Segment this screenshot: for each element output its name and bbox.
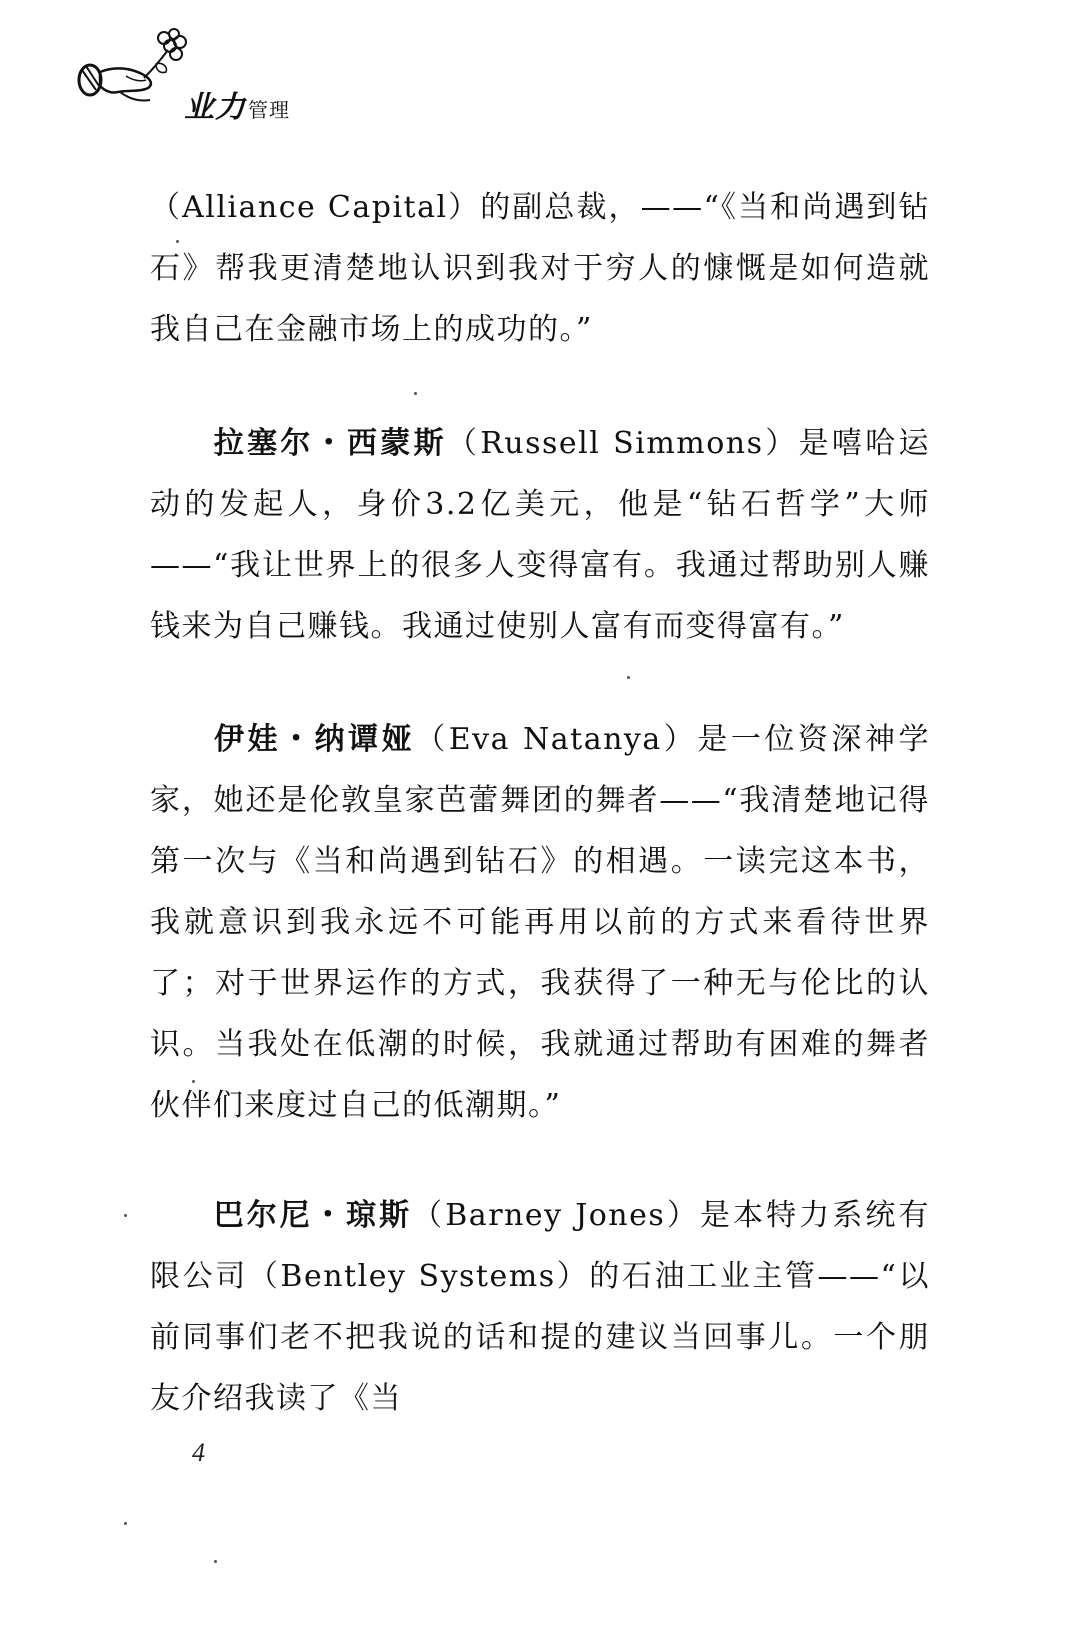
paragraph-text: （Eva Natanya）是一位资深神学家，她还是伦敦皇家芭蕾舞团的舞者——“我清楚地记得第一次与《当和尚遇到钻石》的相遇。一读完这本书，我就意识到我永远不可能再用以前的方式来看待世界了；对于世界运作的方式，我获得了一种无与伦比的认识。当我处在低潮的时候，我就通过帮助有困难的舞者伙伴们来度过自己的低潮期。”: [150, 722, 930, 1123]
paragraph-eva-natanya: [150, 709, 930, 1136]
paragraph-lead-name: 巴尔尼・琼斯: [212, 1198, 413, 1233]
scan-speck: [627, 676, 630, 679]
running-header: [70, 28, 330, 128]
paragraph-text: （Alliance Capital）的副总裁，——“《当和尚遇到钻石》帮我更清楚地认识到我对于穷人的慷慨是如何造就我自己在金融市场上的成功的。”: [150, 190, 930, 347]
header-subtitle-text: 管理: [248, 98, 290, 122]
hand-flower-logo-icon: [70, 28, 190, 123]
paragraph-lead-name: 拉塞尔・西蒙斯: [212, 426, 447, 461]
paragraph-text: （Russell Simmons）是嘻哈运动的发起人，身价3.2亿美元，他是“钻石哲学”大师——“我让世界上的很多人变得富有。我通过帮助别人赚钱来为自己赚钱。我通过使别人富有而变得富有。”: [150, 426, 931, 644]
header-title-text: 业力: [184, 90, 246, 125]
scan-speck: [124, 1214, 127, 1217]
paragraph-alliance-capital: [150, 177, 930, 360]
paragraph-russell-simmons: [150, 413, 930, 657]
page-number: 4: [192, 1438, 205, 1467]
scan-speck: [414, 392, 417, 395]
paragraph-lead-name: 伊娃・纳谭娅: [212, 722, 416, 757]
scan-speck: [214, 1560, 217, 1563]
scan-speck: [176, 240, 179, 243]
running-header-title: [184, 82, 290, 126]
paragraph-barney-jones: [150, 1185, 930, 1429]
paragraph-text: （Barney Jones）是本特力系统有限公司（Bentley Systems）的石油工业主管——“以前同事们老不把我说的话和提的建议当回事儿。一个朋友介绍我读了《当: [150, 1198, 931, 1416]
scan-speck: [124, 1522, 127, 1525]
scan-speck: [192, 1080, 195, 1083]
